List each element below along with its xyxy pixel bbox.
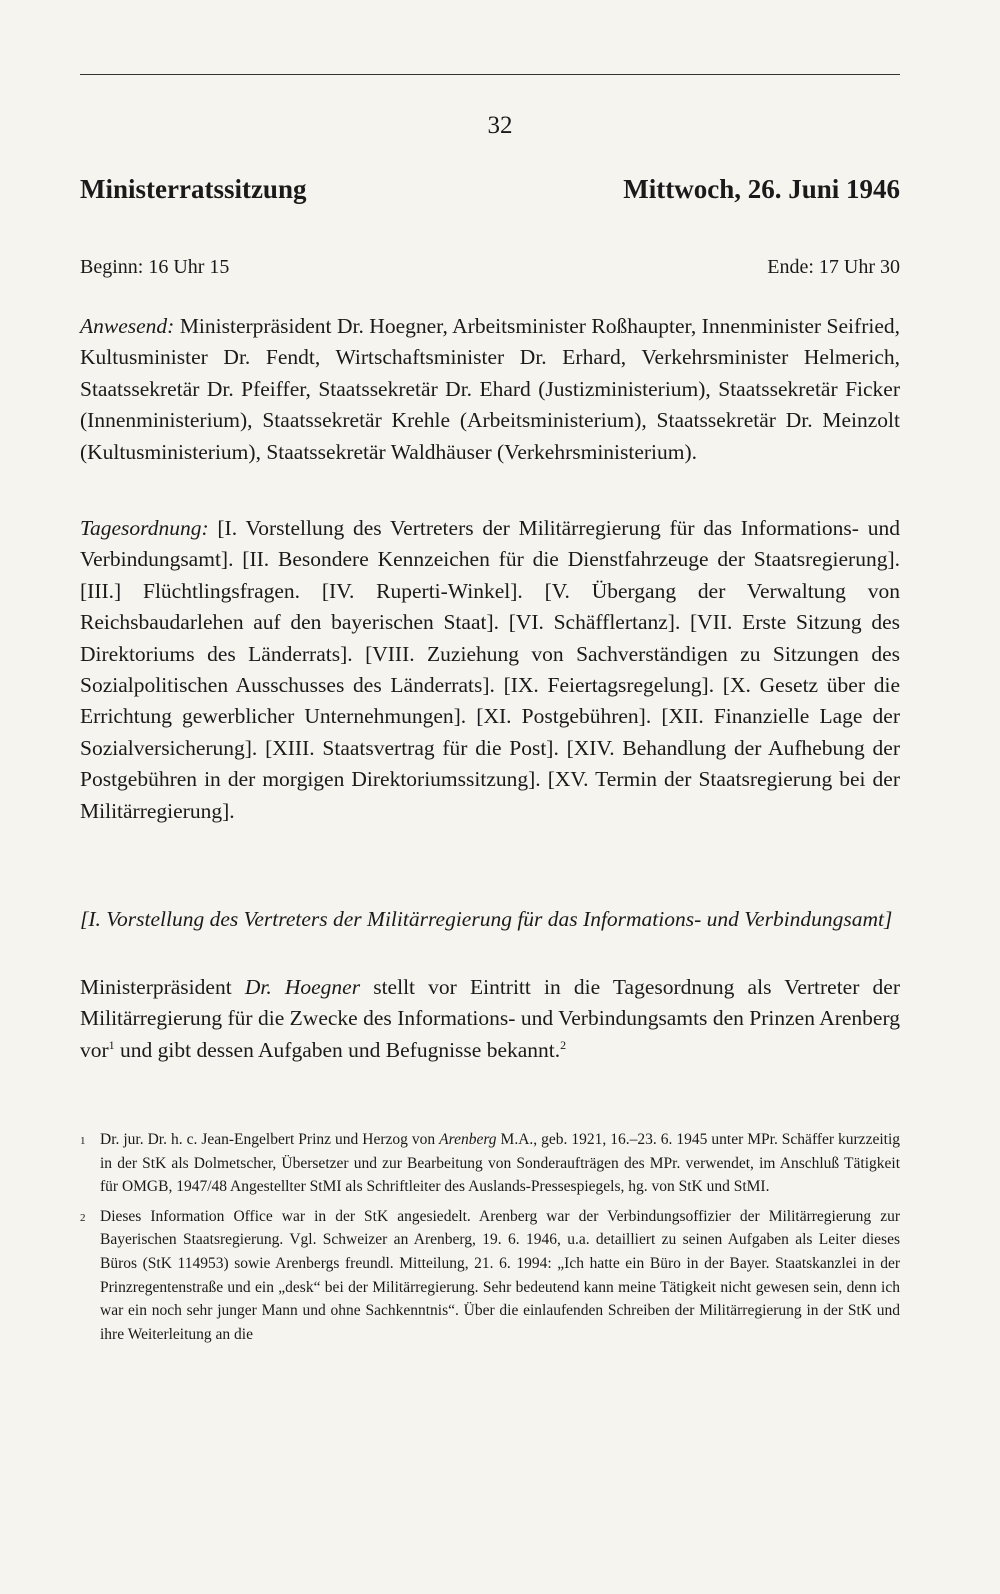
footnote-1 bbox=[80, 1128, 900, 1199]
agenda-label: Tagesordnung: bbox=[80, 516, 209, 540]
footnote-mark: 2 bbox=[80, 1211, 86, 1224]
session-header bbox=[80, 174, 900, 205]
agenda-paragraph bbox=[80, 513, 900, 827]
footnote-text: M.A., geb. 1921, 16.–23. 6. 1945 unter MPr. Schäffer kurzzeitig in der StK als Dolmetscher, Übersetzer und zur Bearbeitung von Sonderaufträgen des MPr. verwendet, im Anschluß Tätigkeit für OMGB, 1947/48 Angestellter StMI als Schriftleiter des Auslands-Pressespiegels, hg. von StK und StMI. bbox=[100, 1131, 900, 1196]
footnote-text: Dr. jur. Dr. h. c. Jean-Engelbert Prinz und Herzog von bbox=[100, 1131, 440, 1148]
start-time: Beginn: 16 Uhr 15 bbox=[80, 256, 230, 278]
footnote-text: Dieses Information Office war in der StK angesiedelt. Arenberg war der Verbindungsoffizier der Militärregierung zur Bayerischen Staatsregierung. Vgl. Schweizer an Arenberg, 19. 6. 1946, u.a. detailliert zu seinen Aufgaben als Leiter dieses Büros (StK 114953) sowie Arenbergs freundl. Mitteilung, 21. 6. 1994: „Ich hatte ein Büro in der Bayer. Staatskanzlei in der Prinzregentenstraße und ein „desk“ bei der Militärregierung. Sehr bedeutend kann meine Tätigkeit nicht gewesen sein, denn ich war ein noch sehr junger Mann und ohne Sachkenntnis“. Über die einlaufenden Schreiben der Militärregierung in der StK und ihre Weiterleitung an die bbox=[100, 1207, 900, 1343]
agenda-text: [I. Vorstellung des Vertreters der Militärregierung für das Informations- und Verbindungsamt]. [II. Besondere Kennzeichen für die Dienstfahrzeuge der Staatsregierung]. [III.] Flüchtlingsfragen. [IV. Ruperti-Winkel]. [V. Übergang der Verwaltung von Reichsbaudarlehen auf den bayerischen Staat]. [VI. Schäfflertanz]. [VII. Erste Sitzung des Direktoriums des Länderrats]. [VIII. Zuziehung von Sachverständigen zu Sitzungen des Sozialpolitischen Ausschusses des Länderrats]. [IX. Feiertagsregelung]. [X. Gesetz über die Errichtung gewerblicher Unternehmungen]. [XI. Postgebühren]. [XII. Finanzielle Lage der Sozialversicherung]. [XIII. Staatsvertrag für die Post]. [XIV. Behandlung der Aufhebung der Postgebühren in der morgigen Direktoriumssitzung]. [XV. Termin der Staatsregierung bei der Militärregierung]. bbox=[80, 516, 900, 823]
page-number: 32 bbox=[487, 112, 513, 139]
footnote-name: Arenberg bbox=[439, 1131, 497, 1148]
attendance-label: Anwesend: bbox=[80, 314, 175, 338]
footnote-ref-1[interactable]: 1 bbox=[108, 1037, 115, 1052]
section-body-part3: und gibt dessen Aufgaben und Befugnisse bekannt. bbox=[114, 1037, 561, 1062]
section-body-part1: Ministerpräsident bbox=[80, 975, 245, 999]
section-heading: [I. Vorstellung des Vertreters der Militärregierung für das Informations- und Verbindungsamt] bbox=[80, 907, 893, 931]
attendance-text: Ministerpräsident Dr. Hoegner, Arbeitsminister Roßhaupter, Innenminister Seifried, Kultusminister Dr. Fendt, Wirtschaftsminister Dr. Erhard, Verkehrsminister Helmerich, Staatssekretär Dr. Pfeiffer, Staatssekretär Dr. Ehard (Justizministerium), Staatssekretär Ficker (Innenministerium), Staatssekretär Krehle (Arbeitsministerium), Staatssekretär Dr. Meinzolt (Kultusministerium), Staatssekretär Waldhäuser (Verkehrsministerium). bbox=[80, 314, 900, 464]
section-body bbox=[80, 972, 900, 1066]
section-body-name: Dr. Hoegner bbox=[244, 975, 361, 999]
attendance-paragraph bbox=[80, 311, 900, 468]
session-date: Mittwoch, 26. Juni 1946 bbox=[623, 174, 900, 204]
header-rule bbox=[80, 74, 900, 75]
end-time: Ende: 17 Uhr 30 bbox=[767, 256, 900, 278]
footnote-ref-2[interactable]: 2 bbox=[560, 1037, 567, 1052]
footnotes bbox=[80, 1128, 900, 1352]
footnote-2 bbox=[80, 1205, 900, 1347]
section-body-part2: stellt vor Eintritt in die Tagesordnung als Vertreter der Militärregierung für die Zwecke des Informations- und Verbindungsamts den Prinzen Arenberg vor bbox=[80, 975, 900, 1062]
footnote-mark: 1 bbox=[80, 1135, 86, 1147]
session-times bbox=[80, 256, 900, 279]
session-title: Ministerratssitzung bbox=[80, 174, 307, 204]
